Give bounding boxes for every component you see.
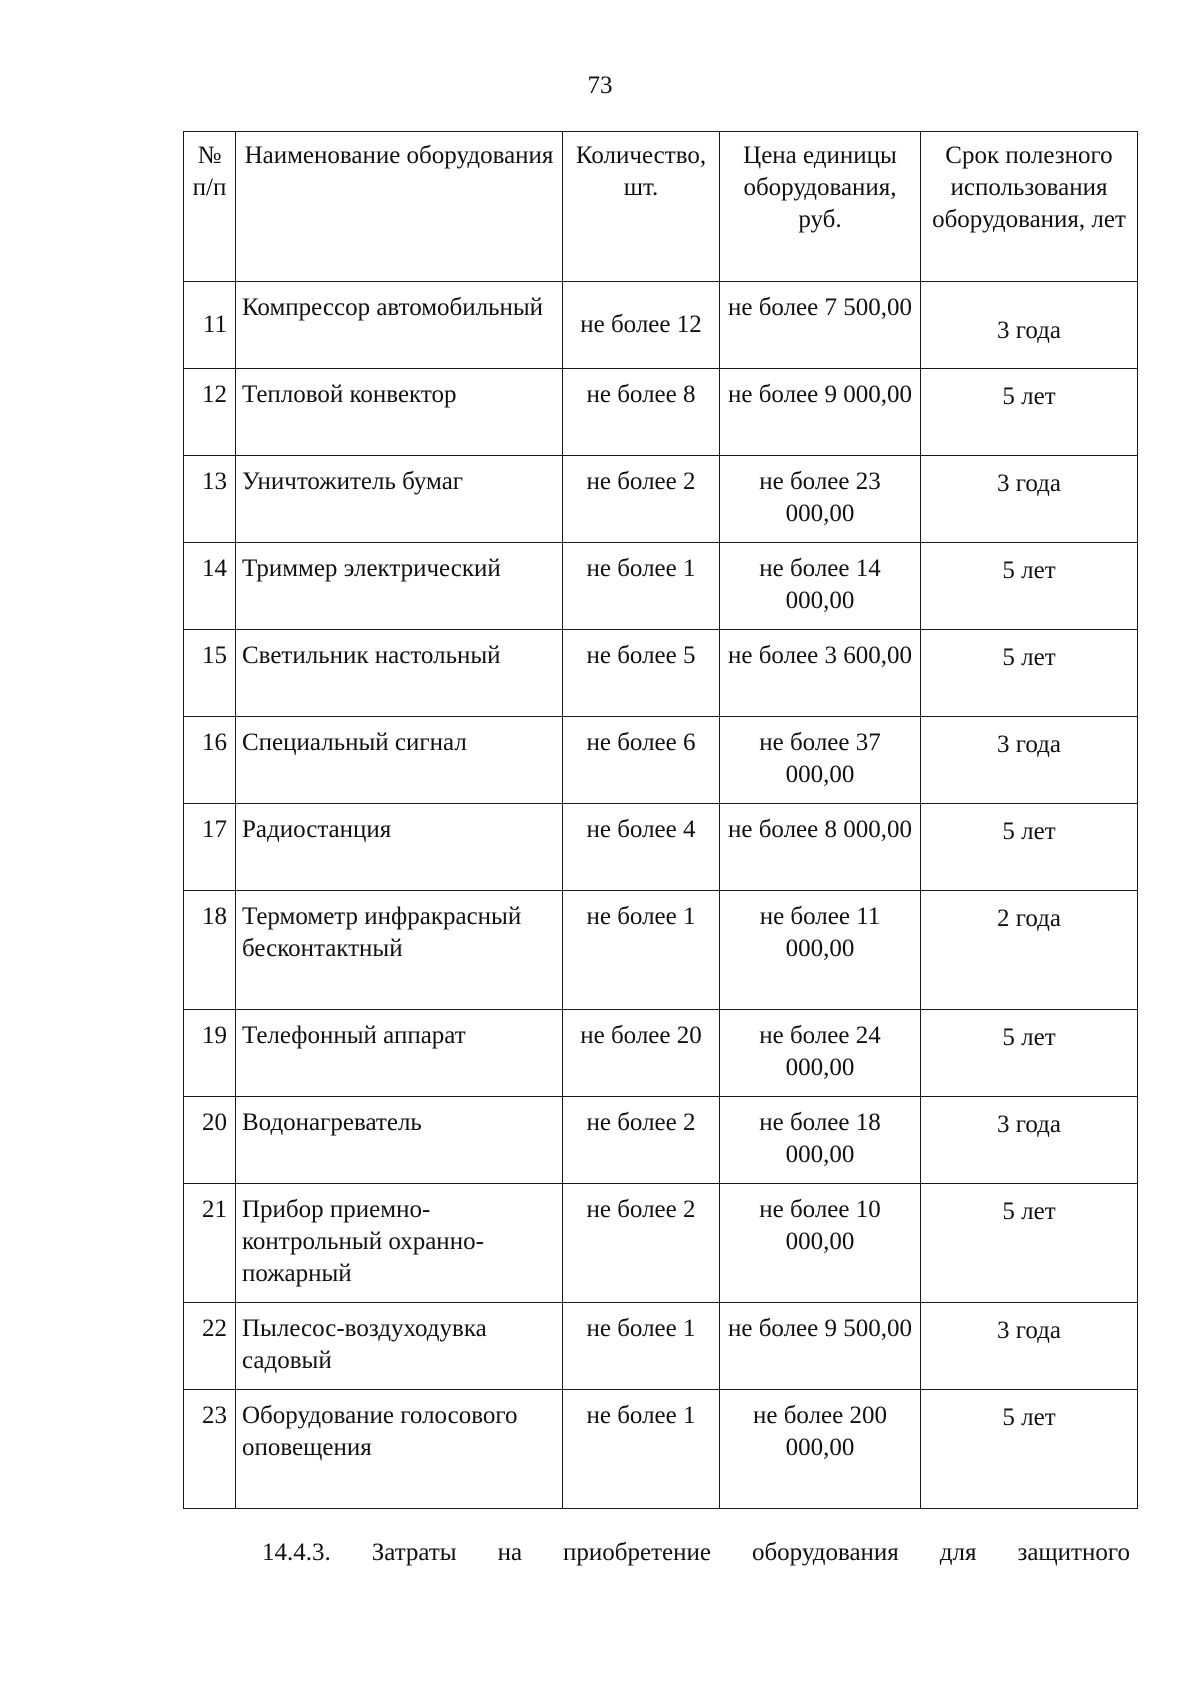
unit-price: не более 14 000,00 bbox=[720, 543, 921, 630]
quantity: не более 6 bbox=[563, 717, 720, 804]
useful-life: 3 года bbox=[921, 1303, 1138, 1390]
useful-life: 5 лет bbox=[921, 804, 1138, 891]
quantity: не более 2 bbox=[563, 1184, 720, 1303]
table-row bbox=[184, 369, 1138, 456]
header-name: Наименование оборудования bbox=[236, 132, 563, 282]
table-row bbox=[184, 1303, 1138, 1390]
quantity: не более 1 bbox=[563, 543, 720, 630]
unit-price: не более 8 000,00 bbox=[720, 804, 921, 891]
header-unit-price: Цена единицы оборудования, руб. bbox=[720, 132, 921, 282]
equipment-name: Компрессор автомобильный bbox=[236, 282, 563, 369]
unit-price: не более 18 000,00 bbox=[720, 1097, 921, 1184]
quantity: не более 12 bbox=[563, 282, 720, 369]
table-row bbox=[184, 1184, 1138, 1303]
quantity: не более 4 bbox=[563, 804, 720, 891]
header-useful-life: Срок полезного использования оборудования, лет bbox=[921, 132, 1138, 282]
row-number: 13 bbox=[184, 456, 236, 543]
equipment-name: Тепловой конвектор bbox=[236, 369, 563, 456]
header-number: № п/п bbox=[184, 132, 236, 282]
unit-price: не более 24 000,00 bbox=[720, 1010, 921, 1097]
equipment-name: Светильник настольный bbox=[236, 630, 563, 717]
equipment-name: Радиостанция bbox=[236, 804, 563, 891]
row-number: 18 bbox=[184, 891, 236, 1010]
quantity: не более 8 bbox=[563, 369, 720, 456]
row-number: 19 bbox=[184, 1010, 236, 1097]
unit-price: не более 9 000,00 bbox=[720, 369, 921, 456]
table-row bbox=[184, 1390, 1138, 1509]
quantity: не более 1 bbox=[563, 1303, 720, 1390]
table-row bbox=[184, 717, 1138, 804]
row-number: 12 bbox=[184, 369, 236, 456]
unit-price: не более 200 000,00 bbox=[720, 1390, 921, 1509]
useful-life: 3 года bbox=[921, 456, 1138, 543]
table-row bbox=[184, 456, 1138, 543]
unit-price: не более 9 500,00 bbox=[720, 1303, 921, 1390]
table-row bbox=[184, 891, 1138, 1010]
useful-life: 3 года bbox=[921, 717, 1138, 804]
row-number: 23 bbox=[184, 1390, 236, 1509]
quantity: не более 20 bbox=[563, 1010, 720, 1097]
table-row bbox=[184, 1010, 1138, 1097]
equipment-table bbox=[183, 131, 1138, 1509]
quantity: не более 5 bbox=[563, 630, 720, 717]
unit-price: не более 11 000,00 bbox=[720, 891, 921, 1010]
unit-price: не более 7 500,00 bbox=[720, 282, 921, 369]
equipment-name: Пылесос-воздуходувка садовый bbox=[236, 1303, 563, 1390]
useful-life: 5 лет bbox=[921, 1010, 1138, 1097]
quantity: не более 2 bbox=[563, 456, 720, 543]
row-number: 21 bbox=[184, 1184, 236, 1303]
equipment-name: Оборудование голосового оповещения bbox=[236, 1390, 563, 1509]
equipment-name: Телефонный аппарат bbox=[236, 1010, 563, 1097]
row-number: 22 bbox=[184, 1303, 236, 1390]
unit-price: не более 37 000,00 bbox=[720, 717, 921, 804]
page-number: 73 bbox=[587, 72, 613, 99]
row-number: 11 bbox=[184, 282, 236, 369]
row-number: 17 bbox=[184, 804, 236, 891]
useful-life: 5 лет bbox=[921, 369, 1138, 456]
unit-price: не более 3 600,00 bbox=[720, 630, 921, 717]
useful-life: 3 года bbox=[921, 1097, 1138, 1184]
unit-price: не более 10 000,00 bbox=[720, 1184, 921, 1303]
equipment-name: Водонагреватель bbox=[236, 1097, 563, 1184]
useful-life: 5 лет bbox=[921, 543, 1138, 630]
table-row bbox=[184, 804, 1138, 891]
equipment-name: Термометр инфракрасный бесконтактный bbox=[236, 891, 563, 1010]
quantity: не более 2 bbox=[563, 1097, 720, 1184]
useful-life: 3 года bbox=[921, 282, 1138, 369]
table-header-row bbox=[184, 132, 1138, 282]
table-row bbox=[184, 1097, 1138, 1184]
equipment-name: Триммер электрический bbox=[236, 543, 563, 630]
row-number: 15 bbox=[184, 630, 236, 717]
useful-life: 5 лет bbox=[921, 1390, 1138, 1509]
unit-price: не более 23 000,00 bbox=[720, 456, 921, 543]
useful-life: 5 лет bbox=[921, 630, 1138, 717]
row-number: 14 bbox=[184, 543, 236, 630]
useful-life: 2 года bbox=[921, 891, 1138, 1010]
useful-life: 5 лет bbox=[921, 1184, 1138, 1303]
header-quantity: Количество, шт. bbox=[563, 132, 720, 282]
table-row bbox=[184, 630, 1138, 717]
section-paragraph: 14.4.3. Затраты на приобретение оборудования для защитного bbox=[262, 1539, 1130, 1566]
equipment-name: Уничтожитель бумаг bbox=[236, 456, 563, 543]
table-row bbox=[184, 543, 1138, 630]
equipment-name: Прибор приемно-контрольный охранно-пожарный bbox=[236, 1184, 563, 1303]
equipment-name: Специальный сигнал bbox=[236, 717, 563, 804]
quantity: не более 1 bbox=[563, 891, 720, 1010]
quantity: не более 1 bbox=[563, 1390, 720, 1509]
table-row bbox=[184, 282, 1138, 369]
row-number: 20 bbox=[184, 1097, 236, 1184]
row-number: 16 bbox=[184, 717, 236, 804]
